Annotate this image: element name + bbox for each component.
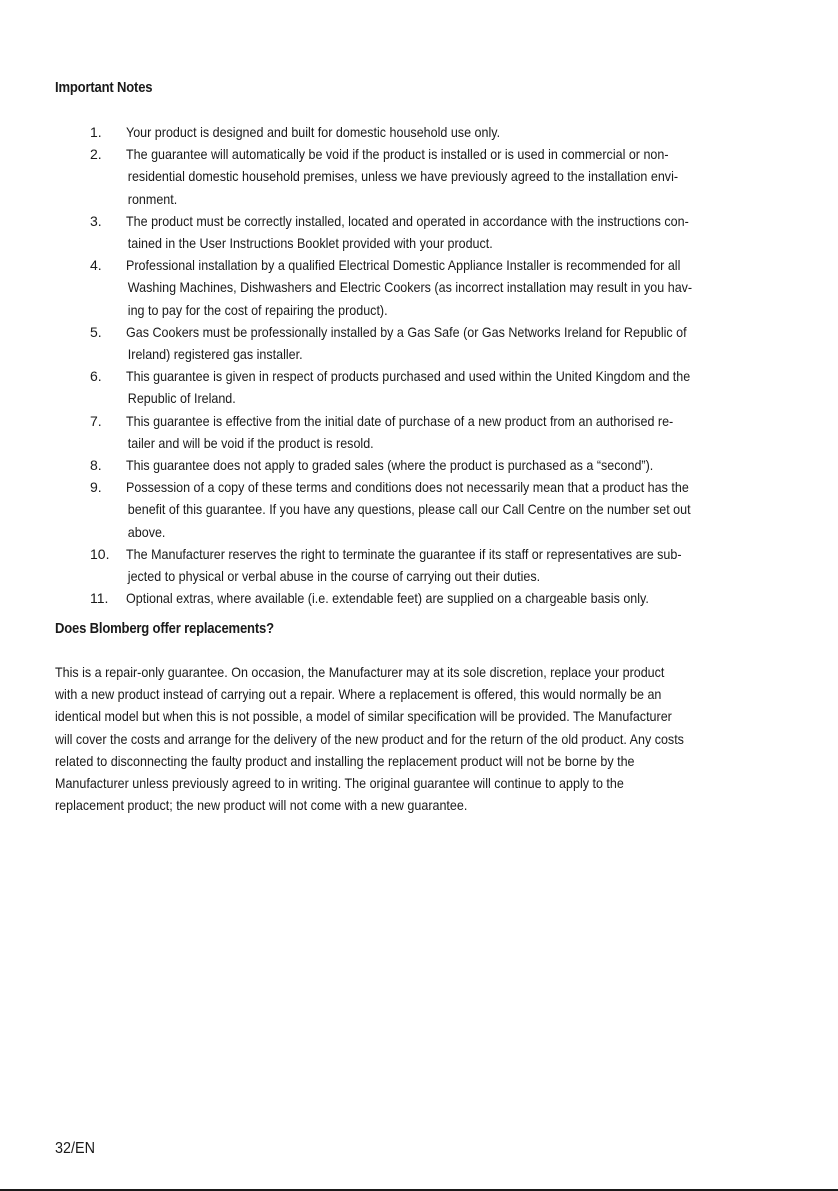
note-number: 7. [90, 412, 102, 429]
note-line: benefit of this guarantee. If you have any questions, please call our Call Centre on the number set out [127, 501, 691, 518]
note-line: ronment. [127, 190, 178, 207]
important-notes-list [0, 121, 838, 609]
note-line: Professional installation by a qualified Electrical Domestic Appliance Installer is recommended for all [126, 257, 681, 274]
replacements-heading: Does Blomberg offer replacements? [55, 621, 274, 637]
note-number: 6. [90, 368, 102, 385]
note-item [0, 365, 838, 409]
note-item [0, 254, 838, 321]
paragraph-line: replacement product; the new product will not come with a new guarantee. [55, 797, 468, 814]
note-line: tained in the User Instructions Booklet provided with your product. [127, 234, 493, 251]
note-line: jected to physical or verbal abuse in the course of carrying out their duties. [127, 567, 541, 584]
note-text [126, 321, 772, 365]
note-line: This guarantee is given in respect of products purchased and used within the United Kingdom and the [126, 368, 691, 385]
note-text [126, 365, 772, 409]
note-number: 4. [90, 257, 102, 274]
note-text [126, 121, 772, 143]
note-item [0, 543, 838, 587]
note-text [126, 410, 772, 454]
paragraph-line: Manufacturer unless previously agreed to in writing. The original guarantee will continue to apply to the [55, 775, 624, 792]
note-text [126, 543, 772, 587]
page-number: 32/EN [55, 1140, 96, 1157]
paragraph-line: with a new product instead of carrying out a repair. Where a replacement is offered, this would normally be an [55, 686, 662, 703]
note-item [0, 410, 838, 454]
paragraph-line: identical model but when this is not possible, a model of similar specification will be provided. The Manufacturer [55, 708, 672, 725]
paragraph-line: related to disconnecting the faulty product and installing the replacement product will not be borne by the [55, 752, 635, 769]
note-line: Optional extras, where available (i.e. extendable feet) are supplied on a chargeable basis only. [126, 590, 649, 607]
note-text [126, 476, 772, 543]
important-notes-heading: Important Notes [55, 80, 153, 96]
note-text [126, 254, 772, 321]
note-item [0, 121, 838, 143]
paragraph-line: will cover the costs and arrange for the delivery of the new product and for the return of the old product. Any costs [55, 730, 684, 747]
note-line: This guarantee does not apply to graded sales (where the product is purchased as a “second”). [126, 456, 654, 473]
note-line: Your product is designed and built for domestic household use only. [126, 124, 501, 140]
note-number: 2. [90, 146, 102, 163]
note-item [0, 210, 838, 254]
note-line: Washing Machines, Dishwashers and Electric Cookers (as incorrect installation may result in you hav- [127, 279, 693, 296]
note-number: 3. [90, 212, 102, 229]
note-item [0, 587, 838, 609]
note-line: The guarantee will automatically be void if the product is installed or is used in commercial or non- [126, 146, 669, 163]
note-text [126, 454, 772, 476]
note-line: ing to pay for the cost of repairing the product). [127, 301, 388, 318]
note-line: Republic of Ireland. [127, 390, 236, 407]
note-line: The product must be correctly installed, located and operated in accordance with the instructions con- [126, 212, 689, 229]
replacements-paragraph [55, 661, 784, 816]
paragraph-line: This is a repair-only guarantee. On occasion, the Manufacturer may at its sole discretion, replace your product [55, 664, 665, 680]
note-text [126, 143, 772, 210]
note-text [126, 587, 772, 609]
note-item [0, 454, 838, 476]
note-text [126, 210, 772, 254]
note-line: Possession of a copy of these terms and conditions does not necessarily mean that a product has the [126, 479, 689, 496]
note-number: 10. [90, 545, 110, 562]
note-line: tailer and will be void if the product is resold. [127, 434, 374, 451]
note-line: The Manufacturer reserves the right to terminate the guarantee if its staff or representatives are sub- [126, 545, 682, 562]
note-line: above. [127, 523, 166, 540]
note-line: This guarantee is effective from the initial date of purchase of a new product from an authorised re- [126, 412, 674, 429]
note-number: 5. [90, 323, 102, 340]
note-line: residential domestic household premises, unless we have previously agreed to the installation envi- [127, 168, 679, 185]
note-item [0, 476, 838, 543]
note-number: 1. [90, 124, 102, 140]
note-item [0, 321, 838, 365]
note-number: 11. [90, 590, 109, 607]
note-number: 8. [90, 456, 102, 473]
note-line: Gas Cookers must be professionally installed by a Gas Safe (or Gas Networks Ireland for Republic of [126, 323, 687, 340]
note-item [0, 143, 838, 210]
note-number: 9. [90, 479, 102, 496]
note-line: Ireland) registered gas installer. [127, 345, 303, 362]
